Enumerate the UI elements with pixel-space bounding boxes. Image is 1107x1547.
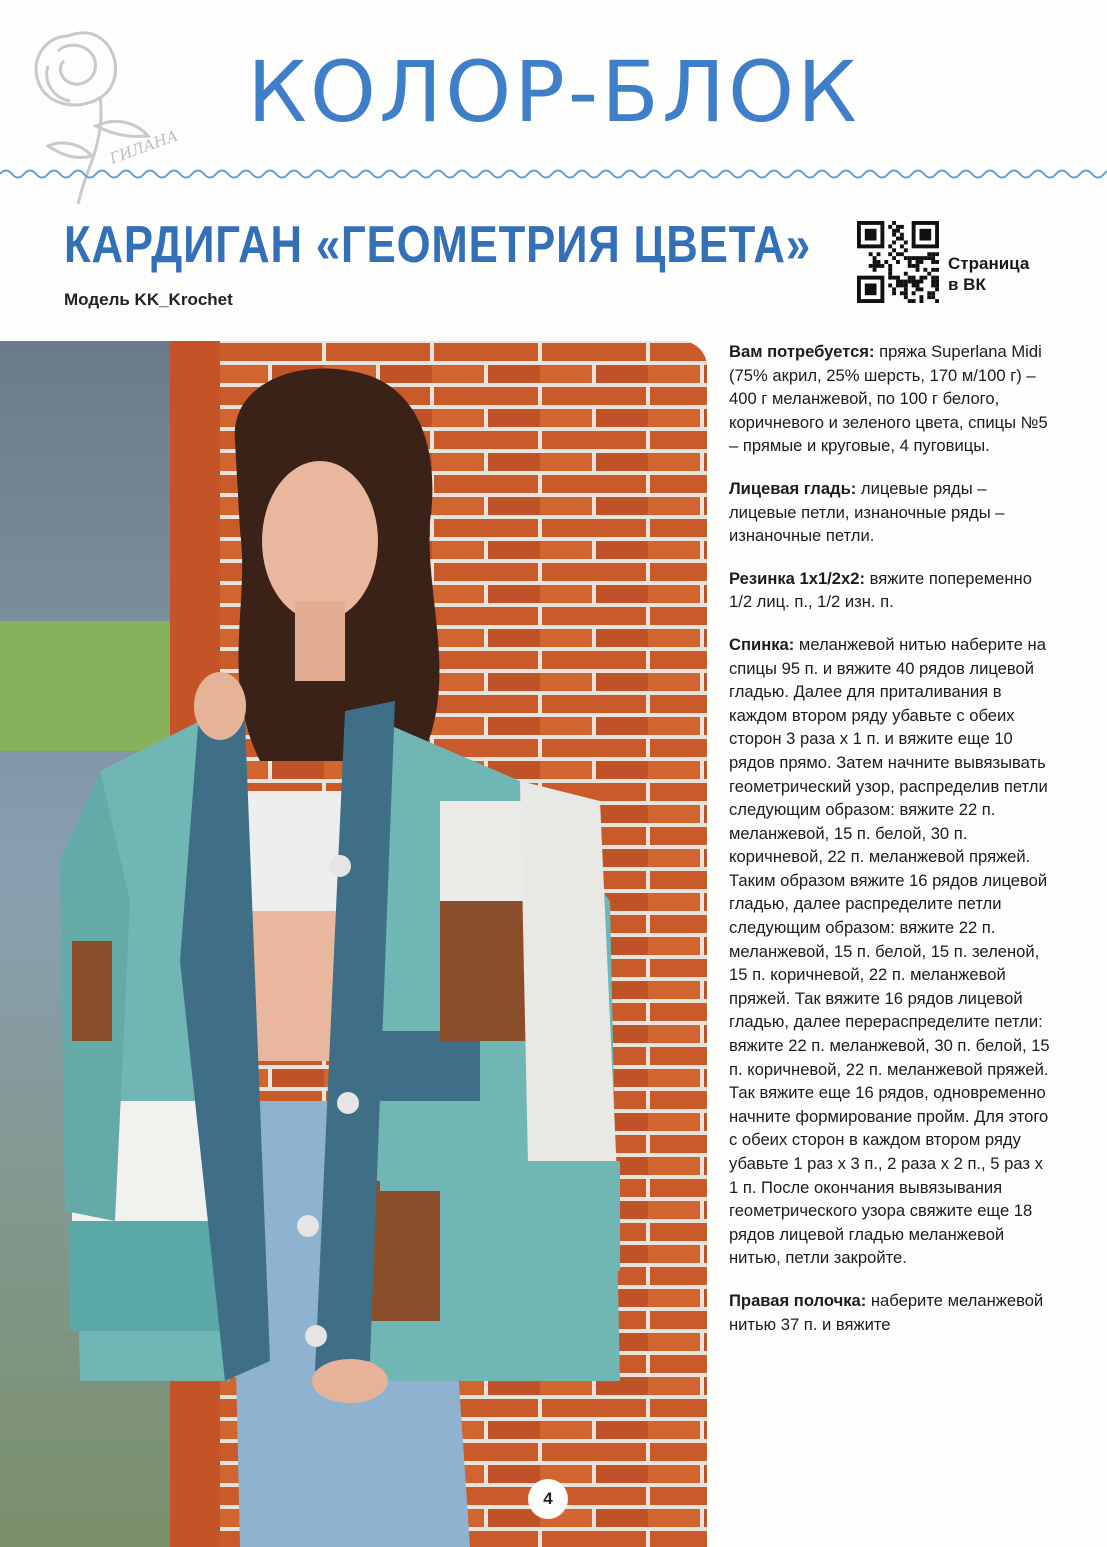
instruction-paragraph: [729, 477, 1051, 548]
vk-page-label: [948, 253, 1029, 296]
instruction-text: наберите меланжевой нитью 37 п. и вяжите: [729, 1290, 1044, 1334]
instruction-paragraph: [729, 567, 1051, 614]
instructions-column: [729, 340, 1051, 1355]
instruction-text: вяжите попеременно 1/2 лиц. п., 1/2 изн. п.: [729, 568, 1032, 612]
instruction-text: лицевые ряды – лицевые петли, изнаночные ряды – изнаночные петли.: [729, 478, 1005, 546]
page-number: 4: [528, 1479, 568, 1519]
model-photo: [0, 341, 707, 1547]
wavy-divider: [0, 163, 1107, 185]
section-title: КОЛОР-БЛОК: [247, 43, 860, 141]
designer-credit: Модель KK_Krochet: [64, 290, 233, 309]
article-title: КАРДИГАН «ГЕОМЕТРИЯ ЦВЕТА»: [64, 216, 811, 274]
instruction-paragraph: [729, 1289, 1051, 1336]
instruction-heading: Спинка:: [729, 634, 795, 654]
instruction-paragraph: [729, 633, 1051, 1270]
instruction-heading: Правая полочка:: [729, 1290, 867, 1310]
instruction-paragraph: [729, 340, 1051, 458]
qr-code-icon[interactable]: [857, 221, 939, 303]
vk-label-line2: в ВК: [948, 275, 986, 295]
instruction-heading: Вам потребуется:: [729, 342, 875, 361]
instruction-heading: Лицевая гладь:: [729, 478, 857, 498]
logo-text: ГИЛАНА: [107, 126, 181, 168]
instruction-text: пряжа Superlana Midi (75% акрил, 25% шерсть, 170 м/100 г) – 400 г меланжевой, по 100 г белого, коричневого и зеленого цвета, спицы №5 – прямые и круговые, 4 пуговицы.: [729, 342, 1048, 456]
instruction-heading: Резинка 1х1/2х2:: [729, 568, 866, 588]
vk-label-line1: Страница: [948, 254, 1030, 273]
instruction-text: меланжевой нитью наберите на спицы 95 п. и вяжите 40 рядов лицевой гладью. Далее для приталивания в каждом втором ряду убавьте с обеих сторон 3 раза х 1 п. и вяжите еще 10 рядов прямо. Затем начните вывязывать геометрический узор, распределив петли следующим образом: вяжите 22 п. меланжевой, 15 п. белой, 30 п. коричневой, 22 п. меланжевой пряжей. Таким образом вяжите 16 рядов лицевой гладью, далее распределите петли следующим образом: вяжите 22 п. меланжевой, 15 п. белой, 15 п. зеленой, 15 п. коричневой, 22 п. меланжевой пряжей. Так вяжите 16 рядов лицевой гладью, далее перераспределите петли: вяжите 22 п. меланжевой, 30 п. белой, 15 п. коричневой, 22 п. меланжевой пряжей. Так вяжите еще 16 рядов, одновременно начните формирование пройм. Для этого с обеих сторон в каждом втором ряду убавьте 1 раз х 3 п., 2 раза х 2 п., 5 раз х 1 п. После окончания вывязывания геометрического узора свяжите еще 18 рядов лицевой гладью меланжевой нитью, петли закройте.: [729, 634, 1050, 1268]
